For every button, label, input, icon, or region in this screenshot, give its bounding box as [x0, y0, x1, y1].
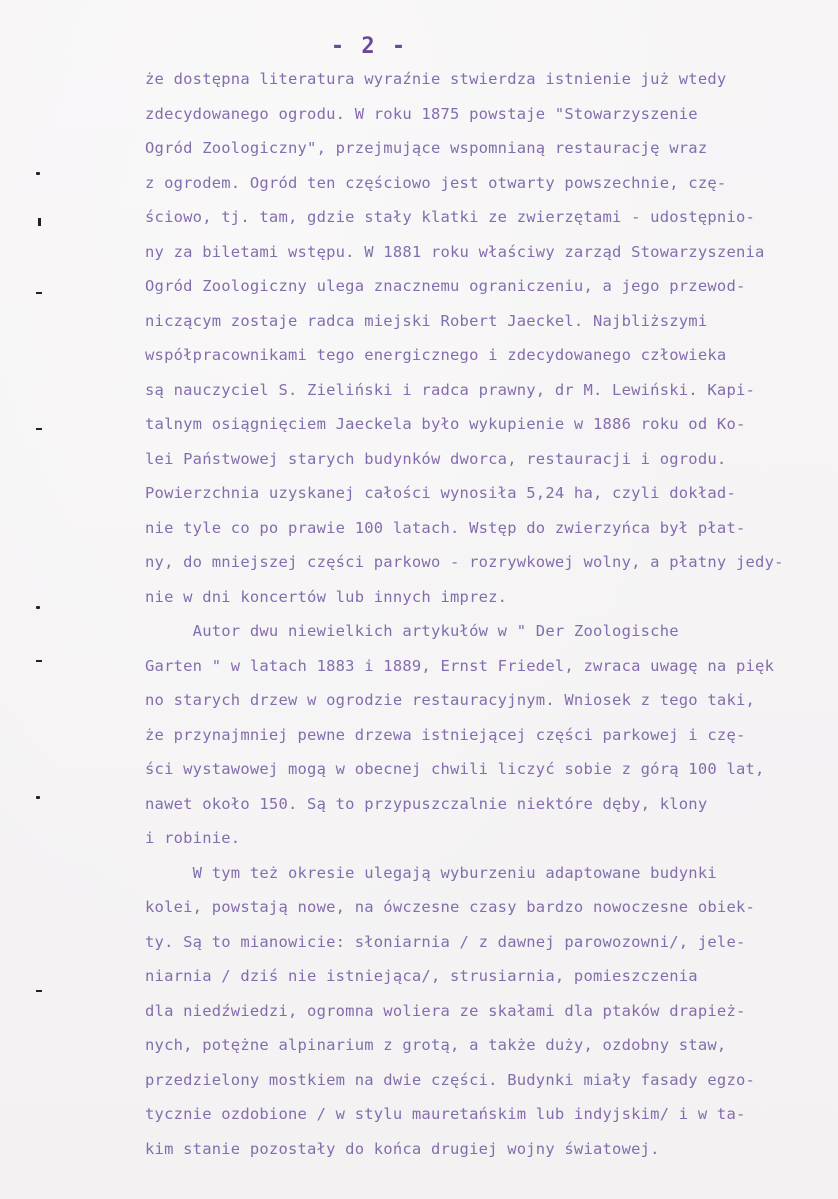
- text-line: ści wystawowej mogą w obecnej chwili liczyć sobie z górą 100 lat,: [145, 760, 765, 778]
- text-line: nych, potężne alpinarium z grotą, a także duży, ozdobny staw,: [145, 1036, 727, 1054]
- text-line: przedzielony mostkiem na dwie części. Budynki miały fasady egzo-: [145, 1070, 756, 1089]
- text-line: ny, do mniejszej części parkowo - rozrywkowej wolny, a płatny jedy-: [145, 553, 784, 571]
- text-line: dla niedźwiedzi, ogromna woliera ze skałami dla ptaków drapież-: [145, 1001, 746, 1020]
- text-line: no starych drzew w ogrodzie restauracyjnym. Wniosek z tego taki,: [145, 691, 756, 709]
- text-line: ny za biletami wstępu. W 1881 roku właściwy zarząd Stowarzyszenia: [145, 242, 765, 261]
- text-line: niarnia / dziś nie istniejąca/, strusiarnia, pomieszczenia: [145, 967, 698, 985]
- text-line: z ogrodem. Ogród ten częściowo jest otwarty powszechnie, czę-: [145, 173, 727, 192]
- margin-mark: [36, 172, 40, 175]
- text-line: że dostępna literatura wyraźnie stwierdza istnienie już wtedy: [145, 70, 727, 88]
- text-line: tycznie ozdobione / w stylu mauretańskim lub indyjskim/ i w ta-: [145, 1105, 746, 1123]
- text-line: nawet około 150. Są to przypuszczalnie niektóre dęby, klony: [145, 794, 708, 813]
- text-line: Ogród Zoologiczny ulega znacznemu ograniczeniu, a jego przewod-: [145, 277, 746, 295]
- margin-mark: [38, 218, 41, 226]
- margin-mark: [36, 796, 40, 799]
- text-line: nie tyle co po prawie 100 latach. Wstęp do zwierzyńca był płat-: [145, 518, 746, 537]
- page-number: - 2 -: [330, 34, 408, 59]
- text-line: Garten " w latach 1883 i 1889, Ernst Friedel, zwraca uwagę na pięk: [145, 656, 775, 675]
- text-line: ty. Są to mianowicie: słoniarnia / z dawnej parowozowni/, jele-: [145, 932, 746, 951]
- margin-mark: [36, 660, 42, 662]
- margin-mark: [36, 292, 42, 294]
- text-line: że przynajmniej pewne drzewa istniejącej części parkowej i czę-: [145, 725, 746, 744]
- text-line: niczącym zostaje radca miejski Robert Jaeckel. Najbliższymi: [145, 311, 708, 330]
- text-line: Ogród Zoologiczny", przejmujące wspomnianą restaurację wraz: [145, 139, 708, 157]
- margin-mark: [36, 990, 42, 992]
- body-text: [145, 62, 825, 1166]
- margin-mark: [36, 606, 40, 609]
- text-line: kim stanie pozostały do końca drugiej wojny światowej.: [145, 1139, 660, 1158]
- text-line: lei Państwowej starych budynków dworca, restauracji i ogrodu.: [145, 449, 727, 468]
- text-line: ściowo, tj. tam, gdzie stały klatki ze zwierzętami - udostępnio-: [145, 208, 756, 226]
- text-line: zdecydowanego ogrodu. W roku 1875 powstaje "Stowarzyszenie: [145, 104, 698, 123]
- text-line: nie w dni koncertów lub innych imprez.: [145, 587, 508, 606]
- text-line: W tym też okresie ulegają wyburzeniu adaptowane budynki: [145, 863, 717, 882]
- text-line: kolei, powstają nowe, na ówczesne czasy bardzo nowoczesne obiek-: [145, 898, 756, 916]
- text-line: Powierzchnia uzyskanej całości wynosiła 5,24 ha, czyli dokład-: [145, 484, 736, 502]
- text-line: talnym osiągnięciem Jaeckela było wykupienie w 1886 roku od Ko-: [145, 415, 746, 433]
- text-line: Autor dwu niewielkich artykułów w " Der Zoologische: [145, 622, 679, 640]
- margin-mark: [36, 428, 42, 430]
- text-line: i robinie.: [145, 829, 241, 847]
- text-line: są nauczyciel S. Zieliński i radca prawny, dr M. Lewiński. Kapi-: [145, 380, 756, 399]
- text-line: współpracownikami tego energicznego i zdecydowanego człowieka: [145, 346, 727, 364]
